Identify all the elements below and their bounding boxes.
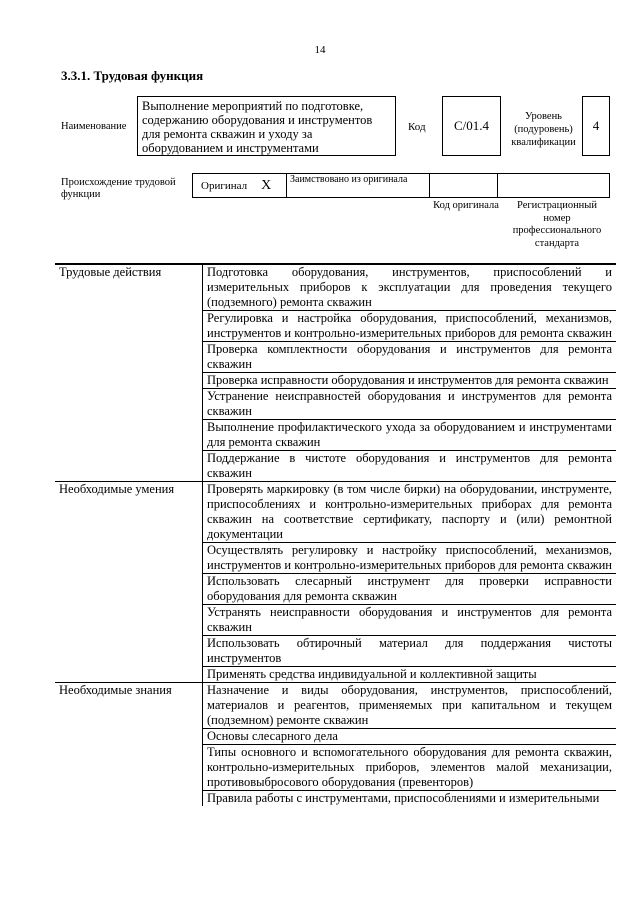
zaimstvovano-cell: Заимствовано из оригинала — [286, 173, 430, 198]
original-cell — [192, 173, 287, 198]
kod-value: С/01.4 — [442, 96, 501, 156]
item-cell: Подготовка оборудования, инструментов, приспособлений и измерительных приборов к эксплуатации для проведения текущего (подземного) ремонта скважин — [203, 264, 617, 311]
item-cell: Правила работы с инструментами, приспособлениями и измерительными — [203, 791, 617, 807]
item-cell: Выполнение профилактического ухода за оборудованием и инструментами для ремонта скважин — [203, 420, 617, 451]
item-cell: Использовать слесарный инструмент для проверки исправности оборудования для ремонта скважин — [203, 574, 617, 605]
item-cell: Устранять неисправности оборудования и инструментов для ремонта скважин — [203, 605, 617, 636]
origin-row — [193, 173, 611, 198]
kod-originala-cell — [429, 173, 498, 198]
reg-nomer-cell — [497, 173, 610, 198]
kod-originala-label: Код оригинала — [433, 200, 499, 211]
item-cell: Проверка исправности оборудования и инструментов для ремонта скважин — [203, 373, 617, 389]
uroven-value: 4 — [582, 96, 610, 156]
item-cell: Назначение и виды оборудования, инструментов, приспособлений, материалов и реагентов, применяемых при капитальном и текущем (подземном) ремонте скважин — [203, 683, 617, 729]
naimenovanie-label: Наименование — [61, 121, 127, 132]
original-mark: X — [261, 177, 272, 193]
table-row — [55, 264, 616, 311]
category-cell: Трудовые действия — [55, 264, 203, 482]
function-table — [55, 263, 616, 806]
category-cell: Необходимые знания — [55, 683, 203, 807]
item-cell: Проверять маркировку (в том числе бирки) на оборудовании, инструменте, приспособлениях и контрольно-измерительных приборах для ремонта скважин на соответствие сертификату, паспорту и (или) ремонтной документации — [203, 482, 617, 543]
item-cell: Основы слесарного дела — [203, 729, 617, 745]
item-cell: Применять средства индивидуальной и коллективной защиты — [203, 667, 617, 683]
reg-nomer-label: Регистрационный номер профессионального стандарта — [512, 200, 602, 249]
proiskhozhdenie-label: Происхождение трудовой функции — [61, 177, 176, 200]
uroven-label: Уровень (подуровень) квалификации — [511, 111, 576, 148]
kod-label: Код — [408, 121, 426, 133]
function-name-box: Выполнение мероприятий по подготовке, содержанию оборудования и инструментов для ремонта скважин и уходу за оборудованием и инструментами — [137, 96, 396, 156]
item-cell: Регулировка и настройка оборудования, приспособлений, механизмов, инструментов и контрольно-измерительных приборов для ремонта скважин — [203, 311, 617, 342]
section-heading: 3.3.1. Трудовая функция — [61, 68, 204, 83]
item-cell: Устранение неисправностей оборудования и инструментов для ремонта скважин — [203, 389, 617, 420]
table-row — [55, 683, 616, 729]
category-cell: Необходимые умения — [55, 482, 203, 683]
original-label: Оригинал — [201, 179, 248, 192]
item-cell: Использовать обтирочный материал для поддержания чистоты инструментов — [203, 636, 617, 667]
item-cell: Осуществлять регулировку и настройку приспособлений, механизмов, инструментов и контрольно-измерительных приборов для ремонта скважин — [203, 543, 617, 574]
item-cell: Типы основного и вспомогательного оборудования для ремонта скважин, контрольно-измерительных приборов, элементов малой механизации, противовыбросового оборудования (превенторов) — [203, 745, 617, 791]
item-cell: Проверка комплектности оборудования и инструментов для ремонта скважин — [203, 342, 617, 373]
item-cell: Поддержание в чистоте оборудования и инструментов для ремонта скважин — [203, 451, 617, 482]
page-number: 14 — [314, 44, 326, 56]
table-row — [55, 482, 616, 543]
